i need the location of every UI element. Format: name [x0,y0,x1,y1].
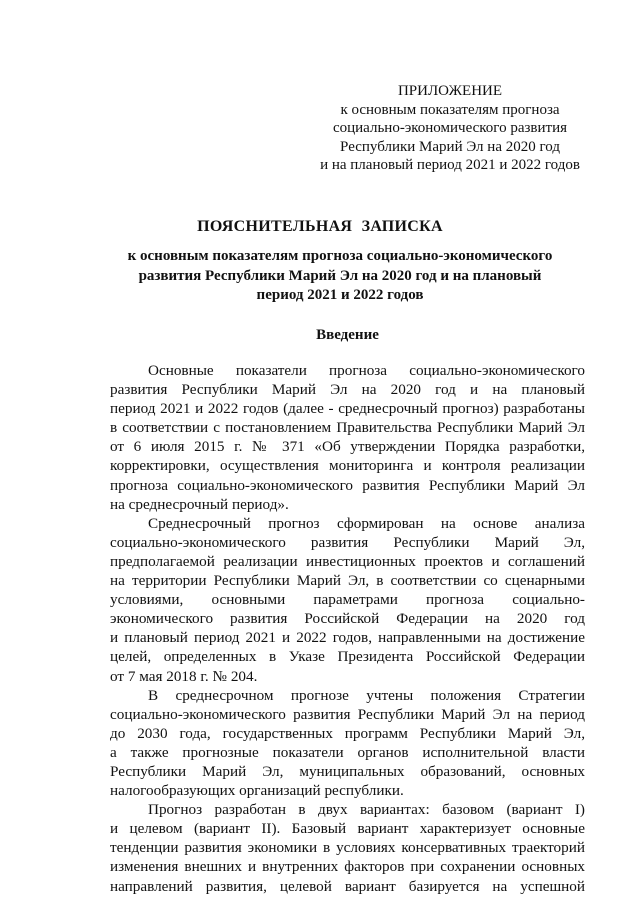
text-line: предполагаемой реализации инвестиционных проектов и соглашений [110,552,585,570]
text-line: условиями, основными параметрами прогноза социально- [110,591,585,609]
appendix-line: социально-экономического развития [332,120,568,136]
text-line: от 6 июля 2015 г. № 371 «Об утверждении Порядка разработки, [110,438,585,456]
text-line: до 2030 года, государственных программ Республики Марий Эл, [110,724,585,742]
text-line: корректировки, осуществления мониторинга и контроля реализации [110,457,585,475]
text-line: социально-экономического развития Республики Марий Эл, [110,533,585,551]
subtitle-line: развития Республики Марий Эл на 2020 год и на плановый [138,267,542,284]
text-line: а также прогнозные показатели органов исполнительной власти [110,743,585,761]
document-title: ПОЯСНИТЕЛЬНАЯ ЗАПИСКА [197,218,443,235]
text-line: прогноза социально-экономического развития Республики Марий Эл [110,476,585,494]
text-line: Среднесрочный прогноз сформирован на основе анализа [148,514,585,532]
subtitle-line: к основным показателям прогноза социально-экономического [127,248,553,264]
text-line: от 7 мая 2018 г. № 204. [110,667,258,685]
text-line: на среднесрочный период». [110,495,289,513]
text-line: изменения внешних и внутренних факторов при сохранении основных [110,858,585,876]
text-line: и целевом (вариант II). Базовый вариант характеризует основные [110,820,585,838]
appendix-line: Республики Марий Эл на 2020 год [340,138,560,155]
text-line: Прогноз разработан в двух вариантах: базовом (вариант I) [148,801,585,819]
body-text [110,361,585,896]
section-title: Введение [316,327,379,343]
text-line: налогообразующих организаций республики. [110,782,404,800]
text-line: экономического развития Российской Федерации на 2020 год [110,610,585,628]
paragraph [110,686,585,801]
text-line: целей, определенных в Указе Президента Российской Федерации [110,648,585,666]
paragraph [110,361,585,514]
paragraph [110,800,585,895]
text-line: развития Республики Марий Эл на 2020 год и на плановый [110,381,585,399]
subtitle-line: период 2021 и 2022 годов [256,287,424,303]
text-line: Республики Марий Эл, муниципальных образований, основных [110,762,585,780]
text-line: в соответствии с постановлением Правительства Республики Марий Эл [110,419,585,437]
text-line: и плановый период 2021 и 2022 годов, направленными на достижение [110,629,585,647]
text-line: направлений развития, целевой вариант базируется на успешной [110,877,585,895]
appendix-line: к основным показателям прогноза [340,101,560,118]
paragraph [110,514,585,686]
appendix-header [300,82,600,175]
text-line: тенденции развития экономики в условиях консервативных траекторий [110,839,585,857]
document-subtitle [120,247,560,306]
text-line: на территории Республики Марий Эл, в соответствии со сценарными [110,572,585,590]
text-line: социально-экономического развития Республики Марий Эл на период [110,705,585,723]
text-line: Основные показатели прогноза социально-экономического [148,362,585,379]
appendix-line: и на плановый период 2021 и 2022 годов [320,157,580,173]
text-line: В среднесрочном прогнозе учтены положения Стратегии [148,686,585,704]
appendix-title: ПРИЛОЖЕНИЕ [397,83,503,99]
text-line: период 2021 и 2022 годов (далее - среднесрочный прогноз) разработаны [110,400,585,418]
